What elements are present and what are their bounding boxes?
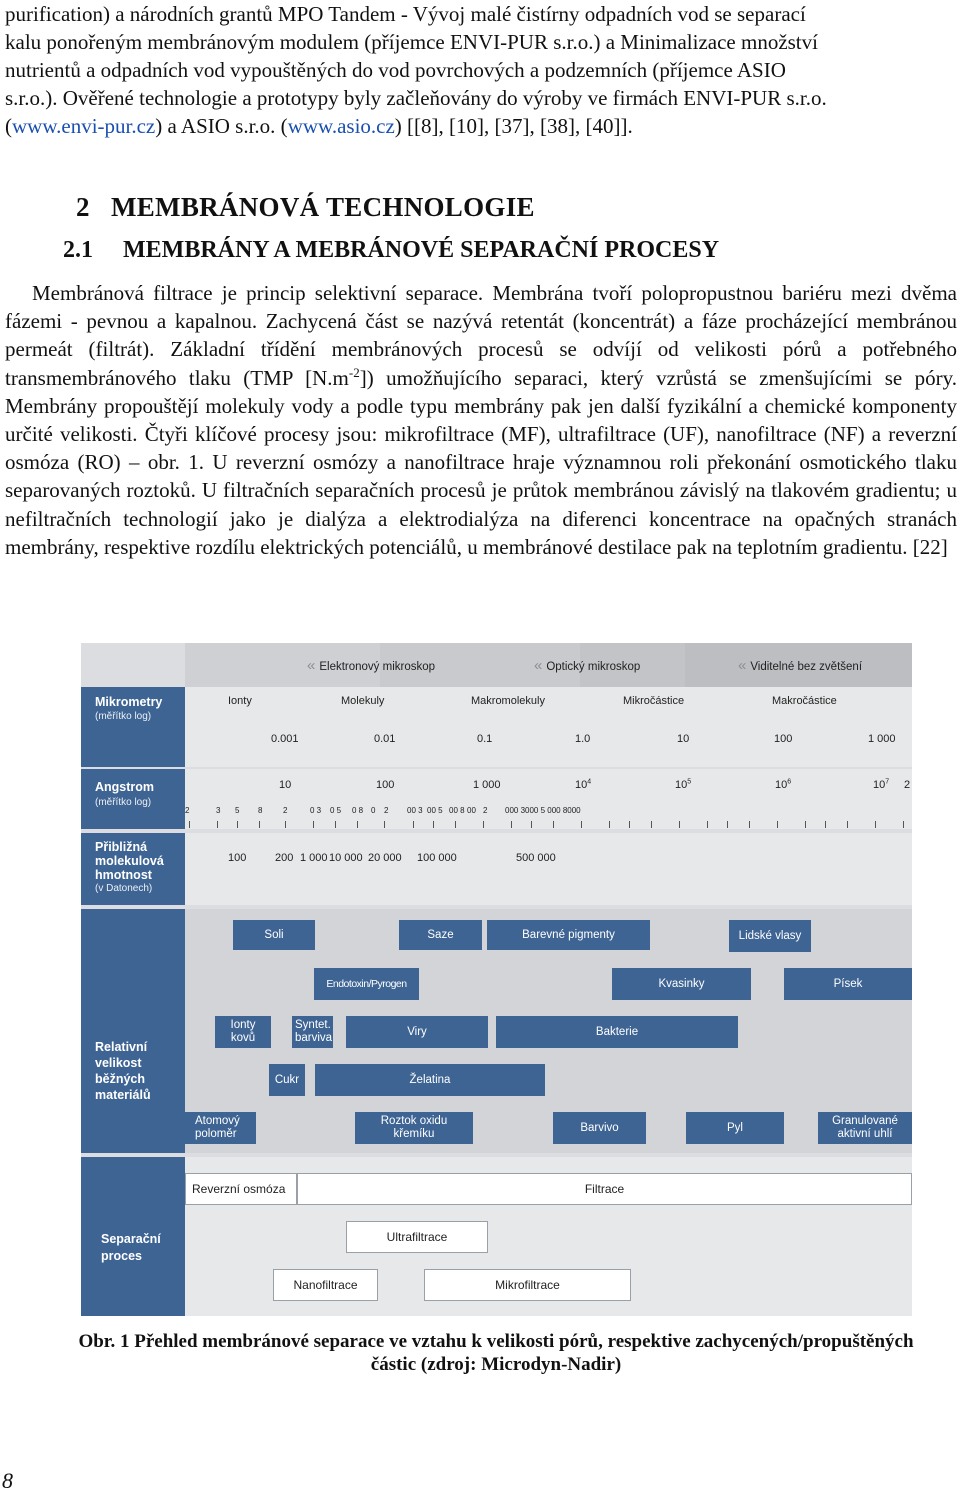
angstrom-minor: 2 [185,806,190,815]
angstrom-minor: 000 3000 5 000 8000 [505,806,581,815]
angstrom-minor: 2 [384,806,389,815]
process-nanofiltration: Nanofiltrace [273,1269,378,1301]
size-macroparticles: Makročástice [772,695,837,707]
micron-tick: 1 000 [868,733,896,745]
process-reverse-osmosis: Reverzní osmóza [185,1173,297,1205]
angstrom-minor: 00 5 [427,806,443,815]
naked-eye-label: « Viditelné bez zvětšení [738,657,863,674]
angstrom-major: 1 000 [473,779,501,791]
material-hair: Lidské vlasy [729,920,811,952]
material-pollen: Pyl [686,1112,784,1144]
material-pigments: Barevné pigmenty [487,920,650,950]
micron-tick: 1.0 [575,733,591,745]
angstrom-major: $10^7$ [873,778,890,791]
micron-tick: 0.1 [477,733,493,745]
intro-line-1: purification) a národních grantů MPO Tandem - Vývoj malé čistírny odpadních vod se separací [5,2,806,26]
process-ultrafiltration: Ultrafiltrace [346,1221,488,1253]
angstrom-major: $10^4$ [575,778,592,791]
angstrom-minor: 0 [371,806,376,815]
angstrom-minor: 8 [258,806,263,815]
material-endotoxin: Endotoxin/Pyrogen [314,968,419,1000]
subsection-heading: 2.1 MEMBRÁNY A MEBRÁNOVÉ SEPARAČNÍ PROCESY [63,237,720,263]
angstrom-minor: 3 [216,806,221,815]
molecular-weight-label: Přibližná molekulová hmotnost (v Datonech) [81,833,185,905]
material-gelatin: Želatina [315,1064,545,1096]
size-ions: Ionty [228,695,252,707]
angstrom-minor: 0 8 [352,806,364,815]
material-dye: Barvivo [553,1112,646,1144]
material-synthetic-dyes: Syntet. barviva [292,1016,333,1048]
material-sugar: Cukr [269,1064,305,1096]
material-atomic-radius: Atomový poloměr [185,1112,256,1144]
body-paragraph: Membránová filtrace je princip selektivní separace. Membrána tvoří polopropustnou bariéru mezi dvěma fázemi - pevnou a kapalnou. Zachycená část se nazývá retentát (koncentrát) a fáze procházející membránou permeát (filtrát). Základní třídění membránových procesů se odvíjí od velikosti pórů a potřebného transmembránového tlaku (TMP $[N.m^{-2}]$) umožňujícího separaci, který vzrůstá se zmenšujícími se póry. Membrány propouštějí molekuly vody a podle typu membrány pak jen další fyzikální a chemické komponenty určité velikosti. Čtyři klíčové procesy jsou: mikrofiltrace (MF), ultrafiltrace (UF), nanofiltrace (NF) a reverzní osmóza (RO) – obr. 1. U reverzní osmózy a nanofiltrace hraje významnou roli překonání osmotického tlaku separovaných roztoků. U filtračních separačních procesů je průtok membránou závislý na tlakovém gradientu; u nefiltračních technologií jako je dialýza a elektrodialýza na diferenci koncentrace na opačných stranách membrány, respektive rozdílu elektrických potenciálů, u membránové destilace pak na teplotním gradientu. [22] [5,281,958,559]
angstrom-major: $10^5$ [675,778,692,791]
angstrom-minor: 00 [467,806,476,815]
angstrom-major: 10 [279,779,292,791]
material-viruses: Viry [346,1016,488,1048]
page-number: 8 [2,1468,13,1493]
section-heading: 2 MEMBRÁNOVÁ TECHNOLOGIE [76,192,535,222]
asio-link[interactable]: www.asio.cz [287,114,395,138]
mw-value: 100 000 [417,852,457,864]
angstrom-major: 2 [904,779,911,791]
intro-line-2: kalu ponořeným membránovým modulem (příjemce ENVI-PUR s.r.o.) a Minimalizace množství [5,30,818,54]
angstrom-minor: 5 [235,806,240,815]
mw-value: 100 [228,852,247,864]
figure-caption: Obr. 1 Přehled membránové separace ve vztahu k velikosti pórů, respektive zachycených/propuštěných částic (zdroj: Microdyn-Nadir) [78,1331,914,1375]
size-macromolecules: Makromolekuly [471,695,545,707]
angstrom-minor: 2 [483,806,488,815]
micrometer-label: Mikrometry (měřítko log) [81,687,185,767]
intro-line-5: (www.envi-pur.cz) a ASIO s.r.o. (www.asio.cz) [[8], [10], [37], [38], [40]]. [5,114,633,138]
process-microfiltration: Mikrofiltrace [424,1269,631,1301]
material-soot: Saze [399,920,482,950]
relative-size-label: Relativní velikost běžných materiálů [81,909,185,1153]
mw-value: 200 [275,852,294,864]
angstrom-minor: 2 [283,806,288,815]
micron-tick: 0.001 [271,733,299,745]
mw-value: 20 000 [368,852,402,864]
size-molecules: Molekuly [341,695,385,707]
angstrom-minor: 0 5 [330,806,342,815]
intro-line-4: s.r.o.). Ověřené technologie a prototypy byly začleňovány do výroby ve firmách ENVI-PUR s.r.o. [5,86,827,110]
electron-microscope-label: « Elektronový mikroskop [307,657,436,674]
material-activated-carbon: Granulované aktivní uhlí [818,1112,912,1144]
material-bacteria: Bakterie [496,1016,738,1048]
process-filtration: Filtrace [297,1173,912,1205]
mw-value: 10 000 [329,852,363,864]
angstrom-minor: 00 8 [449,806,465,815]
material-salts: Soli [233,920,315,950]
size-microparticles: Mikročástice [623,695,685,707]
angstrom-major: 100 [376,779,395,791]
material-yeast: Kvasinky [612,968,751,1000]
membrane-separation-figure [81,643,912,1316]
mw-value: 1 000 [300,852,328,864]
angstrom-minor: 0 3 [310,806,322,815]
micron-tick: 100 [774,733,793,745]
intro-line-3: nutrientů a odpadních vod vypouštěných do vod povrchových a podzemních (příjemce ASIO [5,58,786,82]
optical-microscope-label: « Optický mikroskop [534,657,641,674]
envi-pur-link[interactable]: www.envi-pur.cz [12,114,156,138]
angstrom-minor: 00 3 [407,806,423,815]
material-silica-solution: Roztok oxidu křemíku [355,1112,473,1144]
material-sand: Písek [784,968,912,1000]
material-metal-ions: Ionty kovů [215,1016,271,1048]
mw-value: 500 000 [516,852,556,864]
micron-tick: 10 [677,733,690,745]
separation-process-label: Separační proces [81,1157,185,1316]
angstrom-major: $10^6$ [775,778,792,791]
micron-tick: 0.01 [374,733,396,745]
angstrom-label: Angstrom (měřítko log) [81,769,185,829]
